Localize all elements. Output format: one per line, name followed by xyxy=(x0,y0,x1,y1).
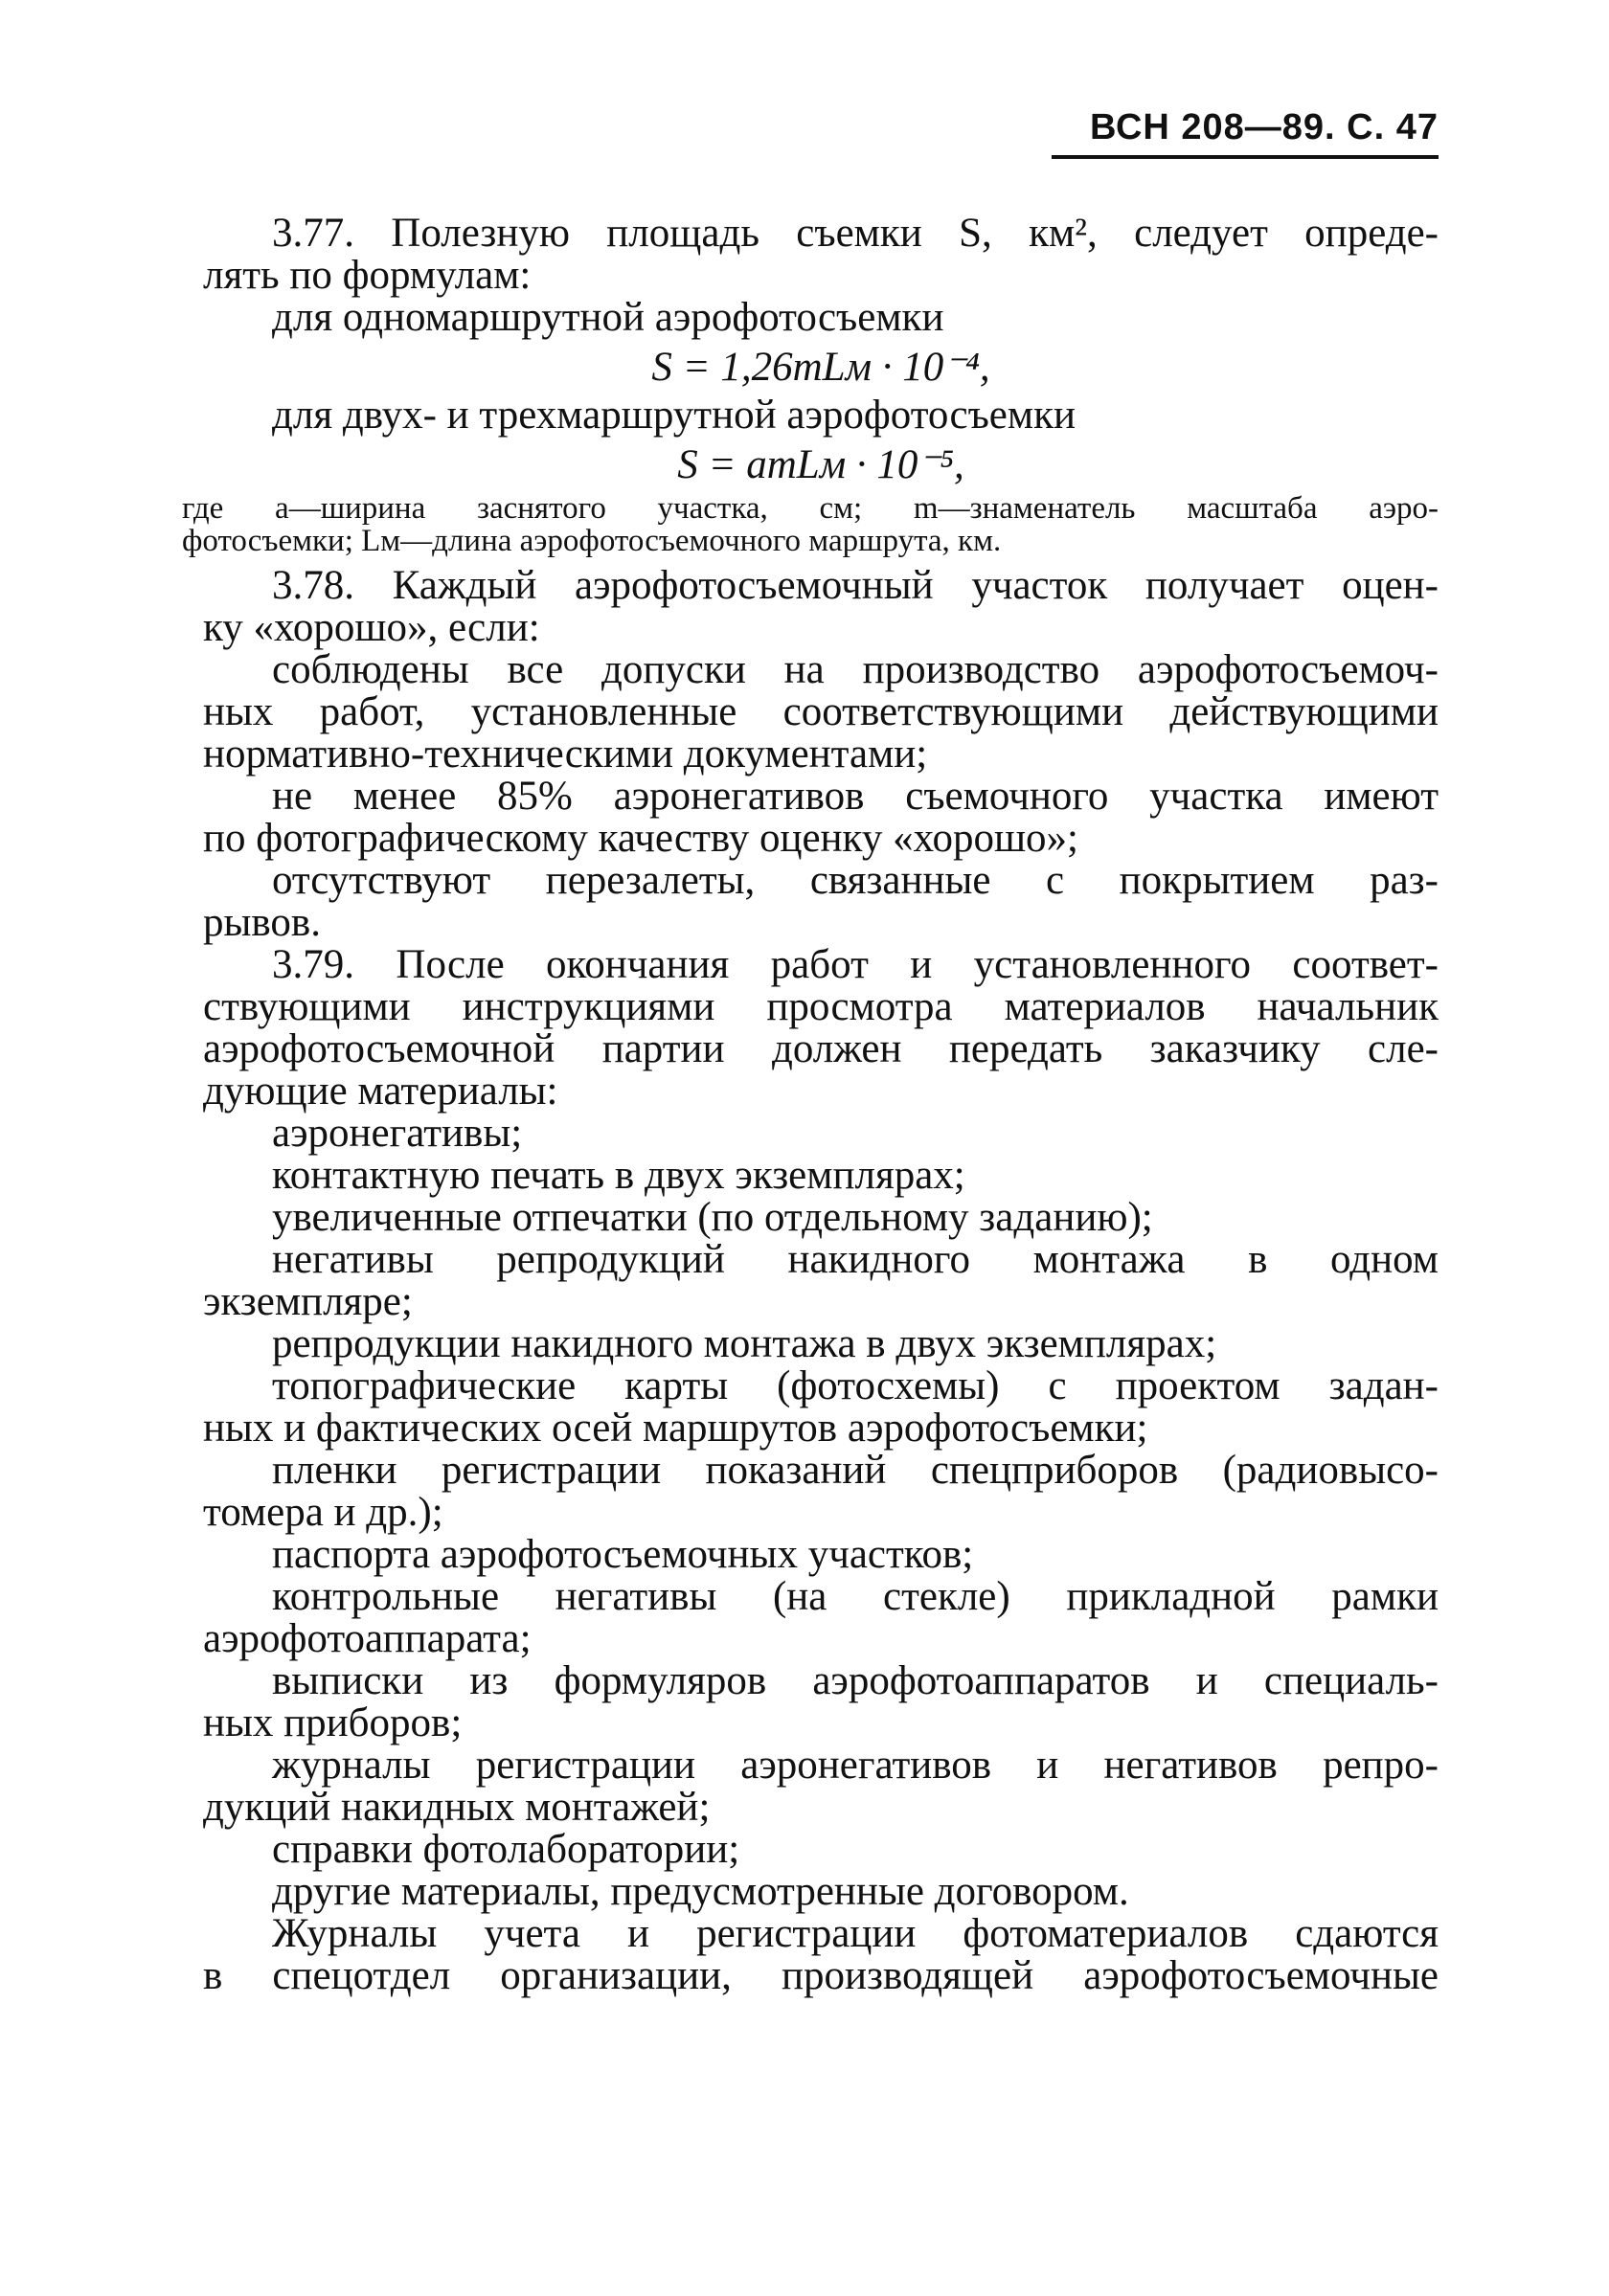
para-377-line3: для одномаршрутной аэрофотосъемки xyxy=(272,295,944,340)
formula-note-line1: где a—ширина заснятого участка, см; m—знаменатель масштаба аэро- xyxy=(182,491,1439,526)
list-item-6-line1: топографические карты (фотосхемы) с проектом задан- xyxy=(272,1363,1439,1408)
list-item-1: аэронегативы; xyxy=(272,1111,523,1156)
closing-para-line1: Журналы учета и регистрации фотоматериалов сдаются xyxy=(272,1911,1439,1956)
header-rule xyxy=(1052,155,1439,159)
list-item-10-line1: выписки из формуляров аэрофотоаппаратов и специаль- xyxy=(272,1658,1439,1703)
list-item-11-line2: дукций накидных монтажей; xyxy=(203,1785,711,1830)
para-377-line2: лять по формулам: xyxy=(203,253,532,298)
list-item-9-line1: контрольные негативы (на стекле) прикладной рамки xyxy=(272,1574,1439,1619)
list-item-7-line2: томера и др.); xyxy=(203,1490,443,1535)
para-379-line3: аэрофотосъемочной партии должен передать заказчику сле- xyxy=(203,1026,1439,1071)
list-item-7-line1: пленки регистрации показаний спецприборов (радиовысо- xyxy=(272,1448,1439,1493)
closing-para-line2: в спецотдел организации, производящей аэрофотосъемочные xyxy=(203,1953,1439,1998)
para-378-line4: ных работ, установленные соответствующими действующими xyxy=(203,689,1439,734)
list-item-11-line1: журналы регистрации аэронегативов и негативов репро- xyxy=(272,1743,1439,1788)
para-378-line2: ку «хорошо», если: xyxy=(203,605,540,650)
para-378-line6: не менее 85% аэронегативов съемочного участка имеют xyxy=(272,774,1439,819)
para-379-line2: ствующими инструкциями просмотра материалов начальник xyxy=(203,984,1439,1029)
page-body xyxy=(182,211,1439,1998)
list-item-9-line2: аэрофотоаппарата; xyxy=(203,1616,532,1661)
list-item-13: другие материалы, предусмотренные договором. xyxy=(272,1869,1129,1914)
list-item-6-line2: ных и фактических осей маршрутов аэрофотосъемки; xyxy=(203,1406,1148,1451)
list-item-2: контактную печать в двух экземплярах; xyxy=(272,1153,965,1198)
formula-1: S = 1,26mLм · 10⁻⁴, xyxy=(651,345,990,390)
para-379-line1: 3.79. После окончания работ и установленного соответ- xyxy=(272,942,1439,987)
list-item-10-line2: ных приборов; xyxy=(203,1700,463,1745)
list-item-4-line1: негативы репродукций накидного монтажа в одном xyxy=(272,1237,1439,1282)
para-378-line9: рывов. xyxy=(203,900,321,945)
para-378-line8: отсутствуют перезалеты, связанные с покрытием раз- xyxy=(272,858,1439,903)
para-377-line4: для двух- и трехмаршрутной аэрофотосъемки xyxy=(272,393,1076,438)
para-377-line1: 3.77. Полезную площадь съемки S, км², следует опреде- xyxy=(272,211,1439,256)
list-item-4-line2: экземпляре; xyxy=(203,1279,413,1324)
para-379-line4: дующие материалы: xyxy=(203,1069,558,1114)
list-item-5: репродукции накидного монтажа в двух экземплярах; xyxy=(272,1321,1217,1366)
para-378-line1: 3.78. Каждый аэрофотосъемочный участок получает оцен- xyxy=(272,563,1439,608)
running-header: ВСН 208—89. С. 47 xyxy=(1089,107,1439,147)
para-378-line3: соблюдены все допуски на производство аэрофотосъемоч- xyxy=(272,647,1439,692)
para-378-line5: нормативно-техническими документами; xyxy=(203,732,928,777)
para-378-line7: по фотографическому качеству оценку «хорошо»; xyxy=(203,816,1079,861)
list-item-3: увеличенные отпечатки (по отдельному заданию); xyxy=(272,1195,1153,1240)
list-item-12: справки фотолаборатории; xyxy=(272,1827,740,1872)
formula-2: S = amLм · 10⁻⁵, xyxy=(677,442,964,487)
formula-note-line2: фотосъемки; Lм—длина аэрофотосъемочного маршрута, км. xyxy=(182,524,1002,558)
list-item-8: паспорта аэрофотосъемочных участков; xyxy=(272,1532,974,1577)
